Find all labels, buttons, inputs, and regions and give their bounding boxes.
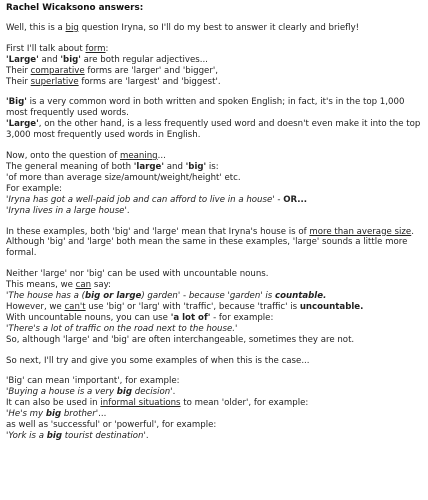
text-run: 'of more than average size/amount/weight/height' etc. [6,172,241,183]
text-run: . Although 'big' and 'large' both mean the same in these examples, 'large' sounds a little more formal. [6,226,414,259]
paragraph [6,269,422,345]
underlined-term: superlative [30,76,79,87]
text-line [6,119,422,141]
paragraph [6,151,422,216]
text-line [6,376,422,387]
text-run: So, although 'large' and 'big' are often interchangeable, sometimes they are not. [6,334,355,345]
text-run: However, we [6,301,65,312]
emphasis-text: uncountable. [299,301,364,312]
emphasis-text: big [46,431,63,441]
text-line [6,195,422,206]
text-line [6,431,422,442]
text-run: are both regular adjectives... [80,54,208,65]
text-line [6,409,422,420]
underlined-term: big [65,22,79,33]
text-run: forms are 'largest' and 'biggest'. [78,76,221,87]
text-line [6,184,422,195]
answer-body [6,23,422,442]
text-line [6,280,422,291]
paragraph [6,97,422,141]
emphasis-text: big [116,387,133,398]
emphasis-text: 'Buying a house is a very [6,387,117,398]
text-run: use 'big' or 'larg' with 'traffic', because 'traffic' is [85,301,300,312]
text-line [6,66,422,77]
answer-heading: Rachel Wicaksono answers: [6,3,144,13]
text-line [6,291,422,302]
emphasis-text: big or large [85,291,142,302]
underlined-term: meaning [119,151,158,162]
text-line [6,44,422,55]
text-line [6,206,422,217]
text-line [6,313,422,324]
text-line [6,151,422,162]
text-run: Well, this is a [6,22,66,33]
emphasis-text: countable. [275,291,327,302]
text-run: and [164,161,186,172]
underlined-term: can't [64,301,86,312]
text-line [6,269,422,280]
text-line [6,324,422,335]
text-line [6,77,422,88]
text-run: The general meaning of both [6,161,134,172]
text-run: as well as 'successful' or 'powerful', for example: [6,420,217,431]
emphasis-text: 'big' [60,54,81,65]
text-run: With uncountable nouns, you can use [6,312,171,323]
emphasis-text: ) garden' [141,291,181,302]
emphasis-text: 'Iryna lives in a large house' [6,205,127,216]
text-run: : [105,43,109,54]
paragraph [6,44,422,88]
text-run: ... [157,151,166,162]
emphasis-text: 'Big' [6,97,27,108]
text-line [6,302,422,313]
emphasis-text: tourist destination' [62,431,146,441]
emphasis-text: 'large' [133,161,165,172]
underlined-term: informal situations [100,398,181,409]
emphasis-text: because 'garden' is [188,291,275,302]
text-line [6,387,422,398]
text-run: For example: [6,183,63,194]
text-run: question Iryna, so I'll do my best to answer it clearly and briefly! [78,22,360,33]
text-run: and [38,54,61,65]
emphasis-text: 'York is a [6,431,47,441]
text-line [6,173,422,184]
emphasis-text: big [45,409,62,420]
emphasis-text: 'The house has a ( [6,291,85,302]
emphasis-text: 'Large' [6,54,39,65]
text-run: is a very common word in both written and spoken English; in fact, it's in the top 1,000 most frequently used words. [6,97,405,119]
text-line [6,162,422,173]
text-run: - [274,194,284,205]
paragraph [6,376,422,441]
text-line [6,55,422,66]
text-run: forms are 'larger' and 'bigger', [84,65,218,76]
text-run: First I'll talk about [6,43,86,54]
emphasis-text: 'Iryna has got a well-paid job and can afford to live in a house' [6,194,275,205]
text-run: Now, onto the question of [6,151,120,162]
emphasis-text: 'He's my [6,409,46,420]
text-run: Neither 'large' nor 'big' can be used with uncountable nouns. [6,269,269,280]
paragraph [6,227,422,260]
underlined-term: form [85,43,106,54]
text-run: . [172,387,176,398]
text-line [6,97,422,119]
emphasis-text: brother' [61,409,99,420]
text-line [6,227,422,260]
text-run: . [145,431,149,441]
emphasis-text: 'a lot of' [170,312,211,323]
text-line [6,398,422,409]
text-run: So next, I'll try and give you some examples of when this is the case... [6,355,310,366]
text-run: - for example: [210,312,274,323]
text-run: , on the other hand, is a less frequently used word and doesn't even make it into the top 3,000 most frequently used words in English. [6,119,421,141]
emphasis-text: OR... [283,194,308,205]
paragraph [6,356,422,367]
text-run: . [126,205,130,216]
text-run: ... [98,409,107,420]
underlined-term: can [75,280,92,291]
text-run: Their [6,65,31,76]
underlined-term: more than average size [309,226,412,237]
text-line [6,23,422,34]
text-run: say: [91,280,111,291]
emphasis-text: decision' [132,387,173,398]
text-line [6,420,422,431]
text-run: This means, we [6,280,76,291]
emphasis-text: 'big' [185,161,207,172]
text-line [6,335,422,346]
text-run: 'Big' can mean 'important', for example: [6,376,180,387]
text-run: It can also be used in [6,398,101,409]
text-run: In these examples, both 'big' and 'large' mean that Iryna's house is of [6,226,310,237]
text-line [6,356,422,367]
text-run: to mean 'older', for example: [180,398,309,409]
text-run: Their [6,76,31,87]
text-run: is: [206,161,219,172]
text-run: - [180,291,189,302]
emphasis-text: 'There's a lot of traffic on the road next to the house.' [6,323,238,334]
paragraph [6,23,422,34]
emphasis-text: 'Large' [6,119,39,130]
underlined-term: comparative [30,65,85,76]
